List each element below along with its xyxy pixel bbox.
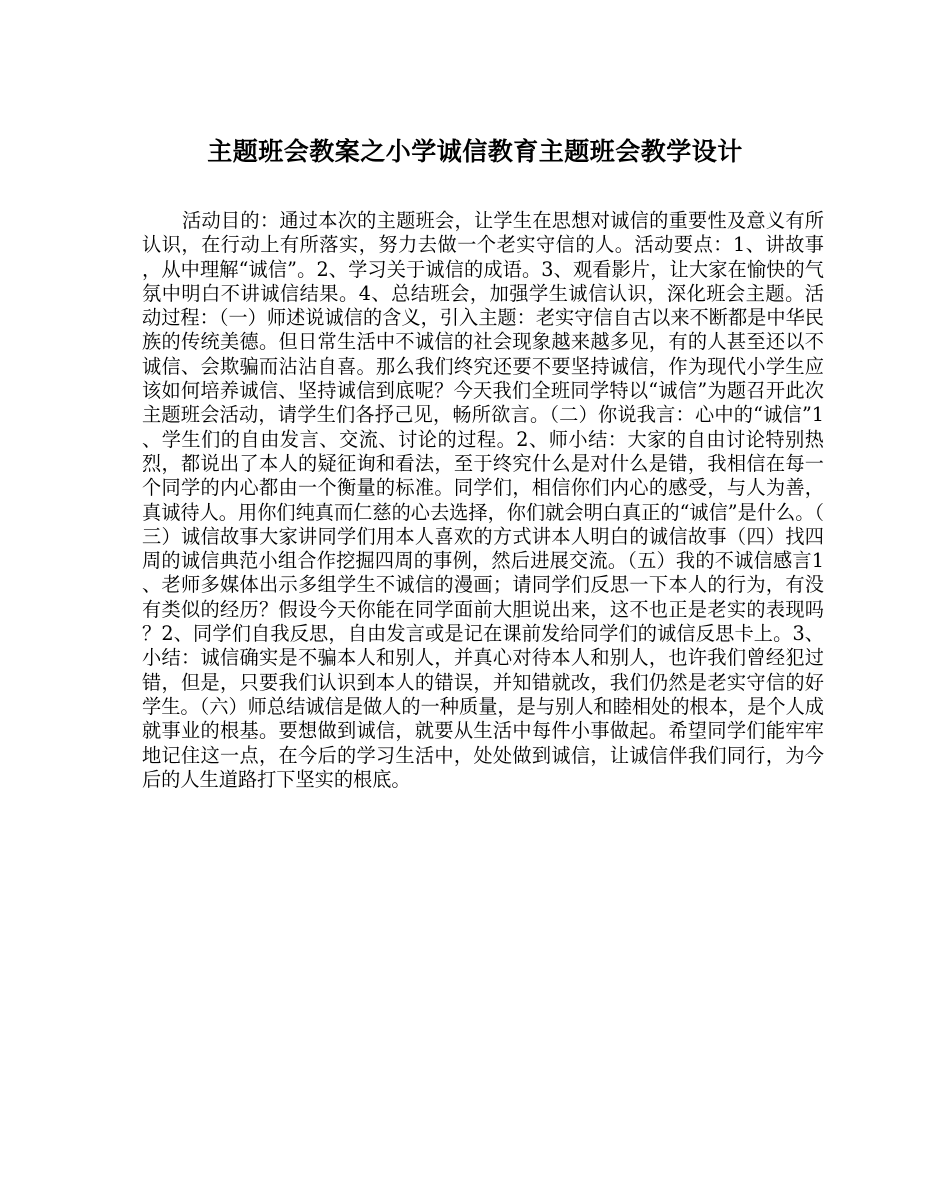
document-title: 主题班会教案之小学诚信教育主题班会教学设计 [207,137,743,166]
document-body-paragraph: 活动目的：通过本次的主题班会，让学生在思想对诚信的重要性及意义有所认识，在行动上有所落实，努力去做一个老实守信的人。活动要点：1、讲故事，从中理解“诚信”。2、学习关于诚信的成语。3、观看影片，让大家在愉快的气氛中明白不讲诚信结果。4、总结班会，加强学生诚信认识，深化班会主题。活动过程：（一）师述说诚信的含义，引入主题：老实守信自古以来不断都是中华民族的传统美德。但日常生活中不诚信的社会现象越来越多见，有的人甚至还以不诚信、会欺骗而沾沾自喜。那么我们终究还要不要坚持诚信，作为现代小学生应该如何培养诚信、坚持诚信到底呢？今天我们全班同学特以“诚信”为题召开此次主题班会活动，请学生们各抒己见，畅所欲言。（二）你说我言：心中的“诚信”1、学生们的自由发言、交流、讨论的过程。2、师小结：大家的自由讨论特别热烈，都说出了本人的疑征询和看法，至于终究什么是对什么是错，我相信在每一个同学的内心都由一个衡量的标准。同学们，相信你们内心的感受，与人为善，真诚待人。用你们纯真而仁慈的心去选择，你们就会明白真正的“诚信”是什么。（三）诚信故事大家讲同学们用本人喜欢的方式讲本人明白的诚信故事（四）找四周的诚信典范小组合作挖掘四周的事例，然后进展交流。（五）我的不诚信感言1、老师多媒体出示多组学生不诚信的漫画；请同学们反思一下本人的行为，有没有类似的经历？假设今天你能在同学面前大胆说出来，这不也正是老实的表现吗？2、同学们自我反思，自由发言或是记在课前发给同学们的诚信反思卡上。3、小结：诚信确实是不骗本人和别人，并真心对待本人和别人，也许我们曾经犯过错，但是，只要我们认识到本人的错误，并知错就改，我们仍然是老实守信的好学生。（六）师总结诚信是做人的一种质量，是与别人和睦相处的根本，是个人成就事业的根基。要想做到诚信，就要从生活中每件小事做起。希望同学们能牢牢地记住这一点，在今后的学习生活中，处处做到诚信，让诚信伴我们同行，为今后的人生道路打下坚实的根底。 [142,209,824,791]
